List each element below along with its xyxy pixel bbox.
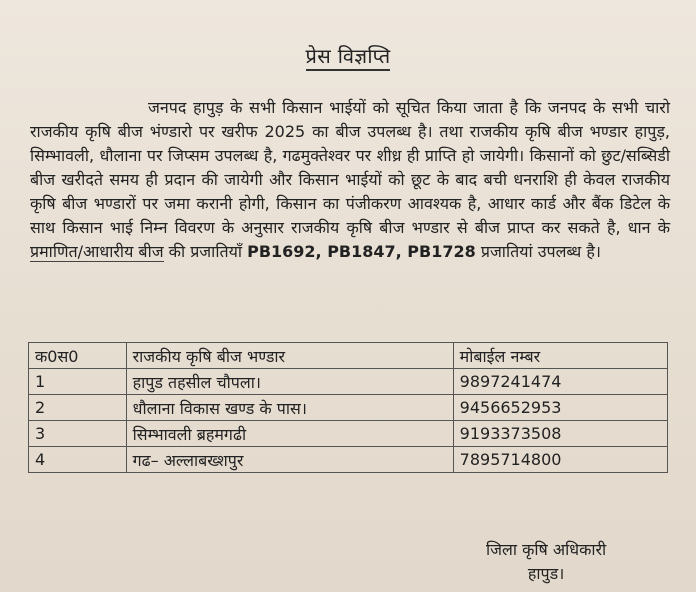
- row-mobile: 9193373508: [453, 421, 667, 447]
- row-mobile: 9897241474: [453, 369, 667, 395]
- row-store: हापुड तहसील चौपला।: [126, 369, 453, 395]
- document-title: प्रेस विज्ञप्ति: [0, 42, 696, 69]
- table-row: [29, 369, 668, 395]
- row-store: गढ– अल्लाबख्शपुर: [126, 447, 453, 473]
- header-store: राजकीय कृषि बीज भण्डार: [126, 343, 453, 369]
- table-row: [29, 447, 668, 473]
- signature-location: हापुड।: [527, 564, 565, 583]
- table-header-row: [29, 343, 668, 369]
- table-row: [29, 395, 668, 421]
- varieties-bold: PB1692, PB1847, PB1728: [247, 242, 476, 261]
- table-row: [29, 421, 668, 447]
- row-serial: 3: [29, 421, 127, 447]
- paragraph-text-2: की प्रजातियाँ: [163, 242, 248, 261]
- header-mobile: मोबाईल नम्बर: [453, 343, 667, 369]
- paragraph-text: जनपद हापुड़ के सभी किसान भाईयों को सूचित किया जाता है कि जनपद के सभी चारो राजकीय कृषि बीज भंण्डारो पर खरीफ 2025 का बीज उपलब्ध है। तथा राजकीय कृषि बीज भण्डार हापुड़, सिम्भावली, धौलाना पर जिप्सम उपलब्ध है, गढमुक्तेश्वर पर शीध्र ही प्राप्ति हो जायेगी। किसानों को छुट/सब्सिडी बीज खरीदते समय ही प्रदान की जायेगी और किसान भाईयों को छूट के बाद बची धनराशि ही केवल राजकीय कृषि बीज भण्डारों पर जमा करानी होगी, किसान का पंजीकरण आवश्यक है, आधार कार्ड और बैंक डिटेल के साथ किसान भाई निम्न विवरण के अनुसार राजकीय कृषि बीज भण्डार से बीज प्राप्त कर सकते है, धान के: [30, 98, 670, 237]
- seed-store-table: [28, 342, 668, 473]
- row-mobile: 7895714800: [453, 447, 667, 473]
- row-store: सिम्भावली ब्रहमगढी: [126, 421, 453, 447]
- row-mobile: 9456652953: [453, 395, 667, 421]
- row-serial: 2: [29, 395, 127, 421]
- row-serial: 4: [29, 447, 127, 473]
- seed-type-underlined: प्रमाणित/आधारीय बीज: [30, 242, 164, 261]
- row-store: धौलाना विकास खण्ड के पास।: [126, 395, 453, 421]
- notice-paragraph: [30, 96, 670, 264]
- paragraph-text-3: प्रजातियां उपलब्ध है।: [475, 242, 601, 261]
- signature-block: [486, 538, 606, 586]
- row-serial: 1: [29, 369, 127, 395]
- signature-designation: जिला कृषि अधिकारी: [486, 540, 607, 559]
- header-serial: क0स0: [29, 343, 127, 369]
